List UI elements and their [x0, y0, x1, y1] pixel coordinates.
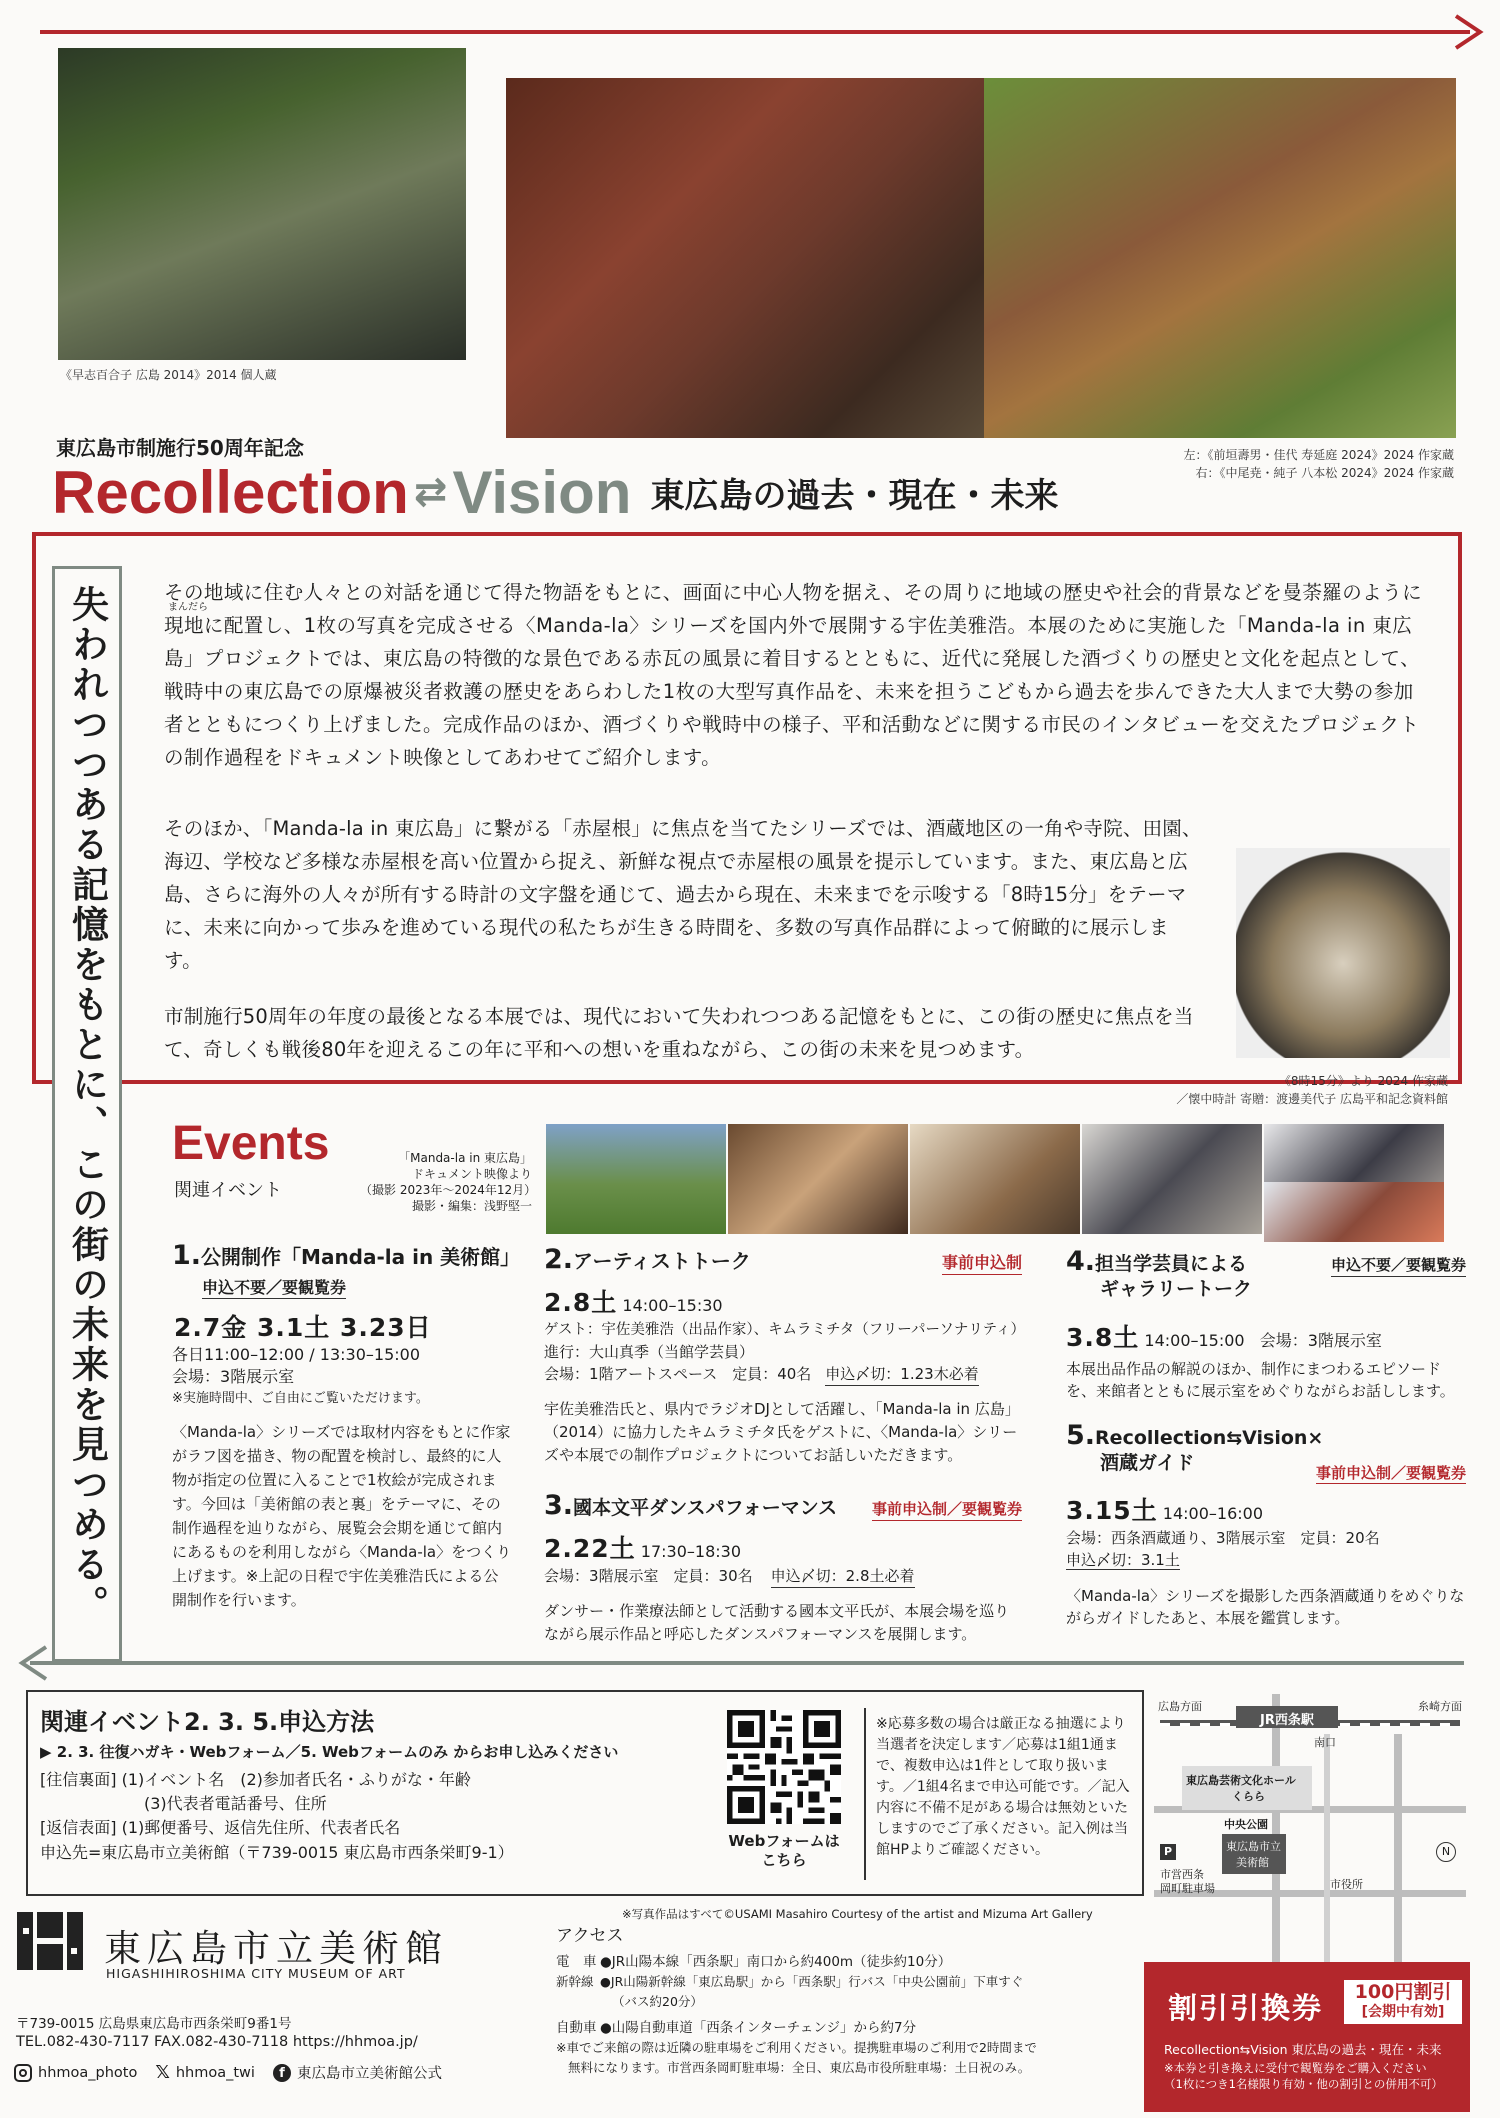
discount-coupon[interactable]	[1144, 1962, 1470, 2112]
x-handle[interactable]: hhmoa_twi	[175, 2064, 255, 2081]
coupon-badge-2: [会期中有効]	[1361, 2004, 1445, 2020]
map-station: JR西条駅	[1260, 1713, 1314, 1728]
apply-section	[40, 1702, 720, 1866]
coupon-badge-1: 100円割引	[1354, 1981, 1452, 2003]
x-icon[interactable]: 𝕏	[155, 2062, 170, 2083]
event-3-deadline: 申込〆切：2.8土必着	[771, 1565, 915, 1588]
event-1	[172, 1240, 521, 1612]
access-map	[1154, 1694, 1466, 1962]
apply-address: 申込先=東広島市立美術館（〒739-0015 東広島市西条栄町9-1）	[40, 1843, 514, 1862]
doc-caption-2: ドキュメント映像より	[411, 1167, 532, 1181]
access-section	[556, 1926, 1156, 2078]
museum-name-jp: 東広島市立美術館	[104, 1927, 448, 1970]
event-5-title-1: Recollection⇆Vision×	[1095, 1427, 1324, 1449]
title-arrows: ⇄	[413, 469, 448, 515]
photo-credit: ※写真作品はすべて©USAMI Masahiro Courtesy of the artist and Mizuma Art Gallery	[622, 1907, 1093, 1921]
map-north-label: N	[1436, 1842, 1456, 1862]
event-4-time: 14:00–15:00	[1144, 1331, 1245, 1350]
qr-label	[716, 1832, 852, 1870]
photo-hachihonmatsu-2024	[984, 78, 1456, 438]
access-title: アクセス	[556, 1926, 624, 1946]
event-2-host: 進行：大山真季（当館学芸員）	[544, 1343, 755, 1361]
doc-still-fields	[546, 1124, 726, 1234]
qr-label-2: こちら	[761, 1851, 807, 1869]
event-3-date: 2.22土	[544, 1534, 636, 1563]
event-1-desc: 〈Manda-la〉シリーズでは取材内容をもとに作家がラフ図を描き、物の配置を検討し、最終的に人物が指定の位置に入ることで1枚絵が完成されます。今回は「美術館の表と裏」をテーマに、その制作過程を辿りながら、展覧会会期を通じて館内にあるものを利用しながら〈Manda-la〉をつくり上げます。※上記の日程で宇佐美雅浩氏による公開制作を行います。	[172, 1423, 512, 1609]
museum-logo-icon	[15, 1910, 85, 1972]
photo-left-caption: 《早志百合子 広島 2014》2014 個人蔵	[60, 368, 277, 382]
anniversary-label: 東広島市制施行50周年記念	[56, 436, 304, 460]
coupon-title: 割引引換券	[1168, 1991, 1324, 2025]
coupon-exhibit: Recollection⇆Vision 東広島の過去・現在・未来	[1164, 2042, 1442, 2057]
photo-jyuentei-2024	[506, 78, 984, 438]
apply-divider	[864, 1708, 866, 1880]
apply-ohen-2: (3)代表者電話番号、住所	[144, 1794, 327, 1813]
event-4-number: 4.	[1066, 1246, 1096, 1277]
watch-caption-1: 《8時15分》より 2024 作家蔵	[1278, 1074, 1448, 1088]
museum-social	[14, 2062, 442, 2083]
event-3-title: 國本文平ダンスパフォーマンス	[573, 1497, 838, 1519]
map-city-hall: 市役所	[1330, 1878, 1363, 1891]
event-2	[544, 1244, 1025, 1467]
doc-caption-4: 撮影・編集：浅野堅一	[411, 1199, 532, 1213]
event-3	[544, 1490, 1022, 1646]
webform-qr-code[interactable]	[727, 1710, 841, 1824]
event-4	[1066, 1246, 1466, 1402]
map-kurara-2: くらら	[1232, 1790, 1265, 1803]
event-2-date: 2.8土	[544, 1288, 618, 1317]
apply-notes: ※応募多数の場合は厳正なる抽選により当選者を決定します／応募は1組1通まで、複数申込は1件として取り扱います。／1組4名まで申込可能です。／記入内容に不備不足がある場合は無効といたしますのでご了承ください。記入例は当館HPよりご確認ください。	[876, 1716, 1130, 1858]
map-parking-1: 市営西条	[1160, 1868, 1204, 1881]
intro-paragraph-2: そのほか、「Manda-la in 東広島」に繋がる「赤屋根」に焦点を当てたシリーズでは、酒蔵地区の一角や寺院、田園、海辺、学校など多様な赤屋根を高い位置から捉え、新鮮な視点で赤屋根の風景を提示しています。また、東広島と広島、さらに海外の人々が所有する時計の文字盤を通じて、過去から現在、未来までを示唆する「8時15分」をテーマに、未来に向かって歩みを進めている現代の私たちが生きる時間を、多数の写真作品群によって俯瞰的に展示します。	[164, 817, 1202, 972]
apply-henshin-1: (1)郵便番号、返信先住所、代表者氏名	[121, 1818, 401, 1837]
event-3-tag: 事前申込制／要観覧券	[872, 1498, 1022, 1521]
map-museum-1: 東広島市立	[1226, 1840, 1281, 1853]
doc-caption-3: （撮影 2023年～2024年12月）	[360, 1183, 537, 1197]
event-2-deadline: 申込〆切：1.23木必着	[825, 1363, 978, 1386]
event-1-number: 1.	[172, 1240, 202, 1271]
event-5-place: 会場：西条酒蔵通り、3階展示室 定員：20名	[1066, 1529, 1380, 1547]
access-car: ●山陽自動車道「西条インターチェンジ」から約7分	[600, 2020, 917, 2036]
title-subtitle: 東広島の過去・現在・未来	[650, 476, 1059, 516]
doc-still-archive	[1082, 1124, 1262, 1234]
access-parking-1: ※車でご来館の際は近隣の駐車場をご利用ください。提携駐車場のご利用で2時間まで	[556, 2040, 1037, 2055]
event-2-tag: 事前申込制	[942, 1250, 1022, 1275]
event-5-desc: 〈Manda-la〉シリーズを撮影した西条酒蔵通りをめぐりながらガイドしたあと、本展を鑑賞します。	[1066, 1587, 1465, 1627]
vertical-tagline: 失われつつある記憶をもとに、この街の未来を見つめる。	[65, 585, 109, 1625]
event-1-tag: 申込不要／要観覧券	[202, 1278, 347, 1297]
access-car-label: 自動車	[556, 2020, 597, 2036]
intro-ruby: まんだら	[168, 602, 208, 613]
map-park: 中央公園	[1224, 1818, 1268, 1831]
top-arrow-line	[40, 30, 1470, 34]
instagram-handle[interactable]: hhmoa_photo	[38, 2064, 138, 2081]
doc-still-interior	[728, 1124, 908, 1234]
doc-still-interview	[910, 1124, 1080, 1234]
event-5-number: 5.	[1066, 1420, 1096, 1451]
event-5	[1066, 1420, 1466, 1629]
event-5-tag: 事前申込制／要観覧券	[1315, 1464, 1466, 1482]
event-3-desc: ダンサー・作業療法師として活動する國本文平氏が、本展会場を巡りながら展示作品と呼応したダンスパフォーマンスを展開します。	[544, 1602, 1010, 1643]
event-4-date: 3.8土	[1066, 1323, 1140, 1352]
apply-title: 関連イベント2. 3. 5.申込方法	[40, 1708, 375, 1736]
qr-label-1: Webフォームは	[728, 1832, 840, 1850]
event-5-title-2: 酒蔵ガイド	[1100, 1452, 1195, 1474]
event-4-tag: 申込不要／要観覧券	[1331, 1254, 1466, 1277]
instagram-icon[interactable]	[14, 2064, 32, 2082]
event-3-number: 3.	[544, 1490, 574, 1521]
event-1-time: 各日11:00–12:00 / 13:30–15:00	[172, 1345, 421, 1364]
facebook-name[interactable]: 東広島市立美術館公式	[296, 2066, 442, 2082]
coupon-badge	[1344, 1980, 1462, 2024]
map-south-exit: 南口	[1314, 1736, 1336, 1749]
coupon-note-1: ※本券と引き換えに受付で観覧券をご購入ください	[1164, 2061, 1427, 2075]
access-parking-2: 無料になります。市営西条岡町駐車場：全日、東広島市役所駐車場：土日祝のみ。	[568, 2060, 1031, 2075]
map-kurara-1: 東広島芸術文化ホール	[1186, 1774, 1296, 1787]
facebook-icon[interactable]: f	[273, 2064, 291, 2082]
event-4-place: 会場：3階展示室	[1259, 1331, 1382, 1350]
vertical-tagline-box	[52, 566, 122, 1662]
map-museum-2: 美術館	[1236, 1856, 1269, 1869]
apply-henshin-label: [返信表面]	[40, 1818, 117, 1837]
photo-pocket-watch-815	[1236, 848, 1450, 1058]
apply-methods: ▶ 2. 3. 往復ハガキ・Webフォーム／5. Webフォームのみ からお申し込みください	[40, 1743, 619, 1761]
intro-paragraph-1: その地域に住む人々との対話を通じて得た物語をもとに、画面に中心人物を据え、その周りに地域の歴史や社会的背景などを曼荼羅のように現地に配置し、1枚の写真を完成させる〈Manda-la〉シリーズを国内外で展開する宇佐美雅浩。本展のために実施した「Manda-la in 東広島」プロジェクトでは、東広島の特徴的な景色である赤瓦の風景に着目するとともに、近代に発展した酒づくりの歴史と文化を起点として、戦時中の東広島での原爆被災者救護の歴史をあらわした1枚の大型写真作品を、未来を担うこどもから過去を歩んできた大人まで大勢の参加者とともにつくり上げました。完成作品のほか、酒づくりや戦時中の様子、平和活動などに関する市民のインタビューを交えたプロジェクトの制作過程をドキュメント映像としてあわせてご紹介します。	[164, 581, 1423, 769]
top-arrow-head	[1448, 12, 1488, 52]
event-1-title: 公開制作「Manda-la in 美術館」	[201, 1245, 521, 1269]
map-parking-2: 岡町駐車場	[1160, 1882, 1215, 1895]
map-parking-p: P	[1160, 1844, 1176, 1860]
access-shinkansen-1: ●JR山陽新幹線「東広島駅」から「西条駅」行バス「中央公園前」下車すぐ	[600, 1974, 1024, 1989]
event-5-deadline: 申込〆切：3.1土	[1066, 1551, 1180, 1569]
map-hiroshima-direction: 広島方面	[1158, 1700, 1202, 1713]
photo-right-caption-1: 左：《前垣壽男・佳代 寿延庭 2024》2024 作家蔵	[1183, 448, 1454, 462]
access-train-label: 電 車	[556, 1954, 597, 1970]
title-recollection: Recollection	[52, 459, 409, 526]
event-1-dates: 2.7金 3.1土 3.23日	[174, 1313, 432, 1342]
map-itozaki-direction: 糸崎方面	[1418, 1700, 1462, 1713]
museum-name-en: HIGASHIHIROSHIMA CITY MUSEUM OF ART	[106, 1966, 406, 1981]
access-shinkansen-2: （バス約20分）	[612, 1994, 703, 2009]
watch-caption-2: ／懐中時計 寄贈：渡邊美代子 広島平和記念資料館	[1176, 1092, 1448, 1106]
access-train: ●JR山陽本線「西条駅」南口から約400m（徒歩約10分）	[600, 1954, 952, 1970]
coupon-note-2: （1枚につき1名様限り有効・他の割引との併用不可）	[1164, 2077, 1443, 2091]
event-4-desc: 本展出品作品の解説のほか、制作にまつわるエピソードを、来館者とともに展示室をめぐりながらお話しします。	[1066, 1360, 1455, 1400]
events-title: Events	[172, 1117, 330, 1170]
event-2-number: 2.	[544, 1244, 574, 1275]
event-1-place: 会場：3階展示室	[172, 1367, 295, 1386]
access-shinkansen-label: 新幹線	[556, 1974, 594, 1989]
title-vision: Vision	[452, 459, 632, 526]
intro-paragraph-3: 市制施行50周年の年度の最後となる本展では、現代において失われつつある記憶をもとに、この街の歴史に焦点を当て、奇しくも戦後80年を迎えるこの年に平和への想いを重ねながら、この街の未来を見つめます。	[164, 1005, 1194, 1061]
museum-contact: TEL.082-430-7117 FAX.082-430-7118 https://hhmoa.jp/	[16, 2034, 418, 2050]
event-2-time: 14:00–15:30	[622, 1296, 723, 1315]
event-2-place: 会場：1階アートスペース 定員：40名	[544, 1365, 812, 1383]
event-3-time: 17:30–18:30	[640, 1542, 741, 1561]
doc-caption-1: 「Manda-la in 東広島」	[398, 1151, 532, 1165]
apply-ohen-label: [往信裏面]	[40, 1770, 117, 1789]
doc-caption	[360, 1150, 537, 1214]
event-5-date: 3.15土	[1066, 1496, 1158, 1525]
bottom-arrow-line	[30, 1661, 1464, 1665]
museum-address: 〒739-0015 広島県東広島市西条栄町9番1号	[16, 2016, 292, 2032]
event-4-title-2: ギャラリートーク	[1100, 1278, 1253, 1300]
event-2-guest: ゲスト：宇佐美雅浩（出品作家）、キムラミチタ（フリーパーソナリティ）	[544, 1322, 1025, 1338]
photo-hiroshima-2014	[58, 48, 466, 360]
events-subtitle: 関連イベント	[174, 1180, 282, 1201]
event-2-desc: 宇佐美雅浩氏と、県内でラジオDJとして活躍し、「Manda-la in 広島」（2014）に協力したキムラミチタ氏をゲストに、〈Manda-la〉シリーズや本展での制作プロジェクトについてお話しいただきます。	[544, 1400, 1020, 1464]
event-5-time: 14:00–16:00	[1162, 1504, 1263, 1523]
event-4-title-1: 担当学芸員による	[1095, 1253, 1248, 1275]
event-2-title: アーティストトーク	[573, 1249, 751, 1273]
exhibition-title	[52, 458, 1059, 527]
apply-ohen-1: (1)イベント名 (2)参加者氏名・ふりがな・年齢	[121, 1770, 471, 1789]
doc-still-shoot	[1264, 1182, 1444, 1242]
event-3-place: 会場：3階展示室 定員：30名	[544, 1567, 753, 1585]
event-1-note: ※実施時間中、ご自由にご覧いただけます。	[172, 1391, 429, 1406]
bottom-arrow-head	[14, 1643, 54, 1683]
photo-right-caption-2: 右：《中尾尭・純子 八本松 2024》2024 作家蔵	[1195, 466, 1454, 480]
